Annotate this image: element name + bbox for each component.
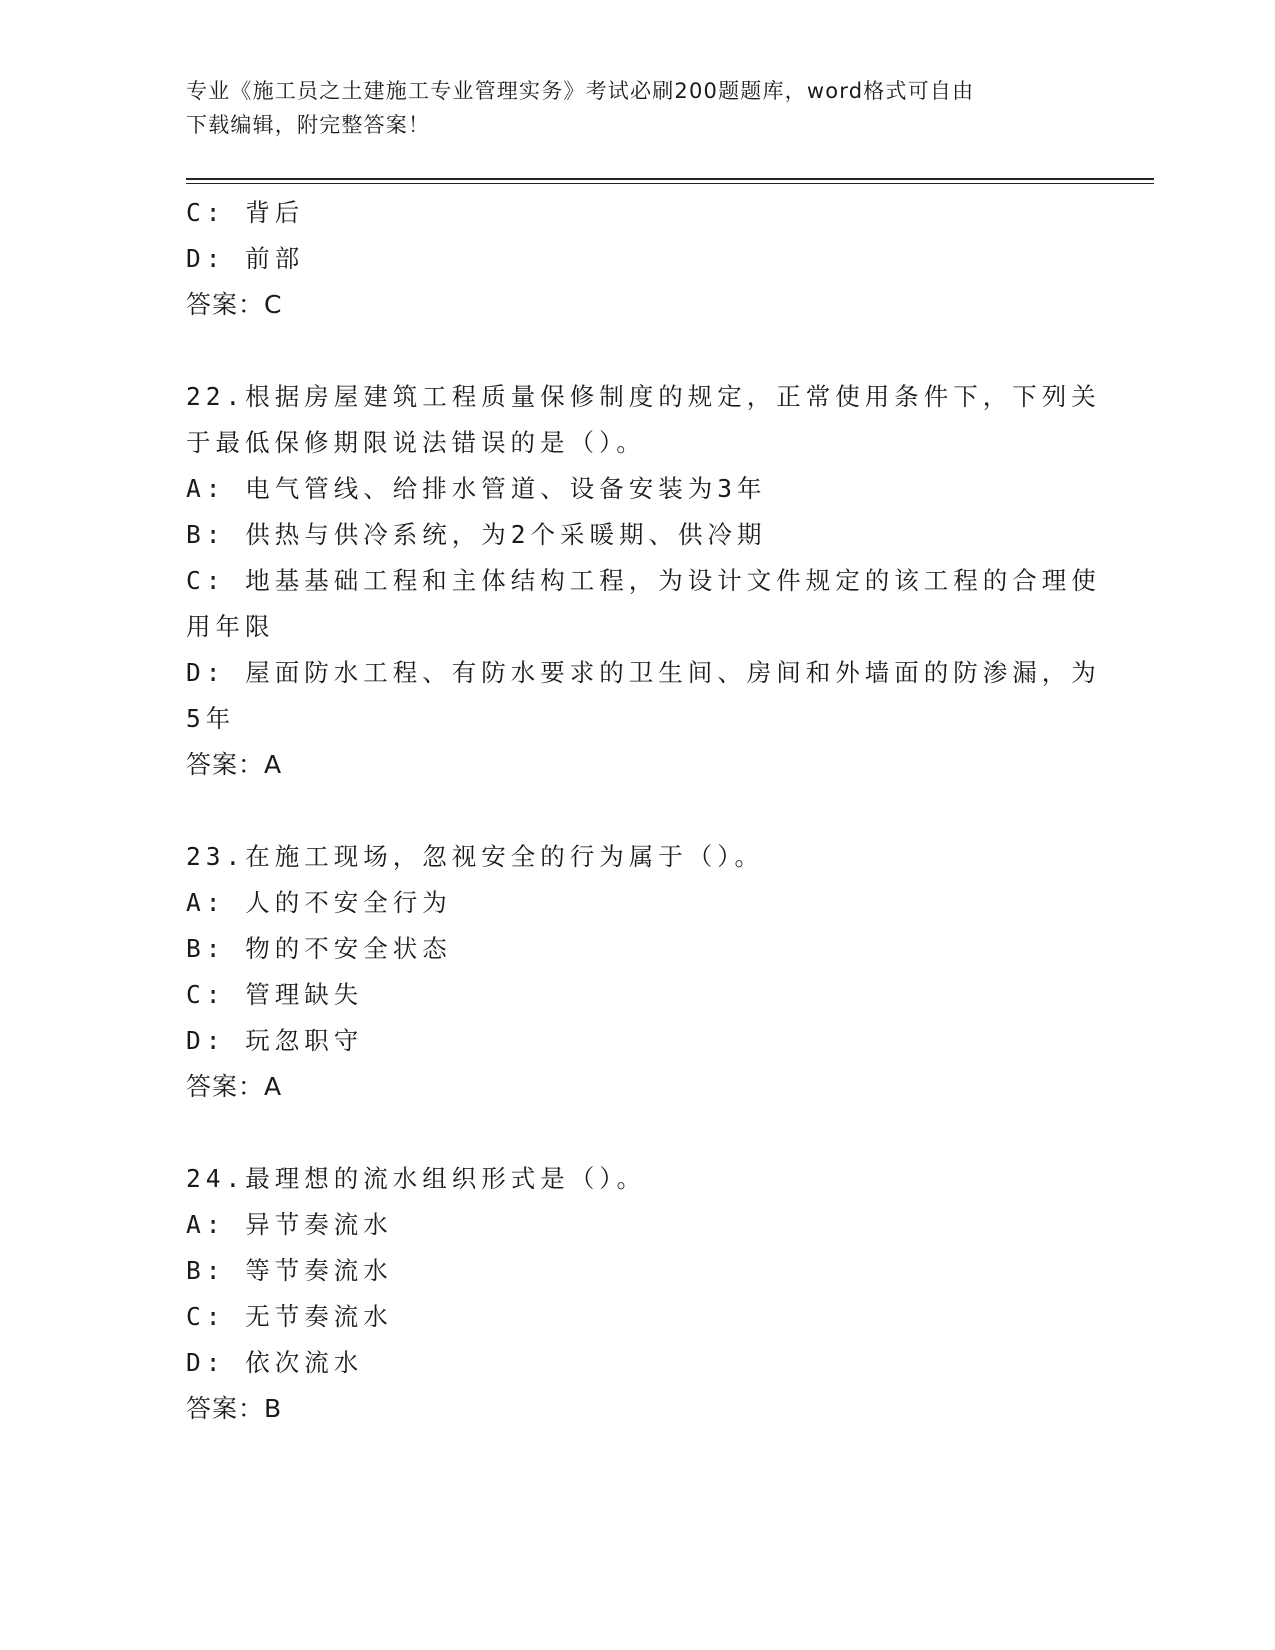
option-d: D: 前部 [186,244,305,273]
header-divider-thick [186,178,1154,180]
answer-line: 答案：A [186,1072,283,1101]
header-divider-thin [186,183,1154,184]
question-stem-line-1: 22.根据房屋建筑工程质量保修制度的规定，正常使用条件下，下列关 [186,382,1101,411]
spacer [186,788,1086,834]
question-stem: 23.在施工现场，忽视安全的行为属于（）。 [186,842,764,871]
spacer [186,328,1086,374]
option-b: B: 等节奏流水 [186,1256,393,1285]
answer-line: 答案：C [186,290,283,319]
option-c-line-1: C: 地基基础工程和主体结构工程，为设计文件规定的该工程的合理使 [186,566,1101,595]
header-title-line-2: 下载编辑，附完整答案！ [186,113,431,137]
answer-line: 答案：B [186,1394,283,1423]
answer-line: 答案：A [186,750,283,779]
option-d: D: 玩忽职守 [186,1026,364,1055]
option-c: C: 背后 [186,198,305,227]
question-stem: 24.最理想的流水组织形式是（）。 [186,1164,646,1193]
option-a: A: 异节奏流水 [186,1210,393,1239]
option-c: C: 管理缺失 [186,980,364,1009]
page-header [186,74,1086,142]
option-d-line-1: D: 屋面防水工程、有防水要求的卫生间、房间和外墙面的防渗漏，为 [186,658,1101,687]
option-c: C: 无节奏流水 [186,1302,393,1331]
question-content [186,190,1101,1432]
option-d: D: 依次流水 [186,1348,364,1377]
option-b: B: 物的不安全状态 [186,934,452,963]
question-block-24 [186,1156,1086,1432]
option-b: B: 供热与供冷系统，为2个采暖期、供冷期 [186,520,767,549]
question-block-21 [186,190,1086,328]
question-stem-line-2: 于最低保修期限说法错误的是（）。 [186,428,646,457]
header-title-line-1: 专业《施工员之土建施工专业管理实务》考试必刷200题题库，word格式可自由 [186,79,975,103]
option-d-line-2: 5年 [186,704,236,733]
option-a: A: 电气管线、给排水管道、设备安装为3年 [186,474,767,503]
option-a: A: 人的不安全行为 [186,888,452,917]
option-c-line-2: 用年限 [186,612,275,641]
question-block-23 [186,834,1086,1110]
spacer [186,1110,1086,1156]
question-block-22 [186,374,1101,788]
